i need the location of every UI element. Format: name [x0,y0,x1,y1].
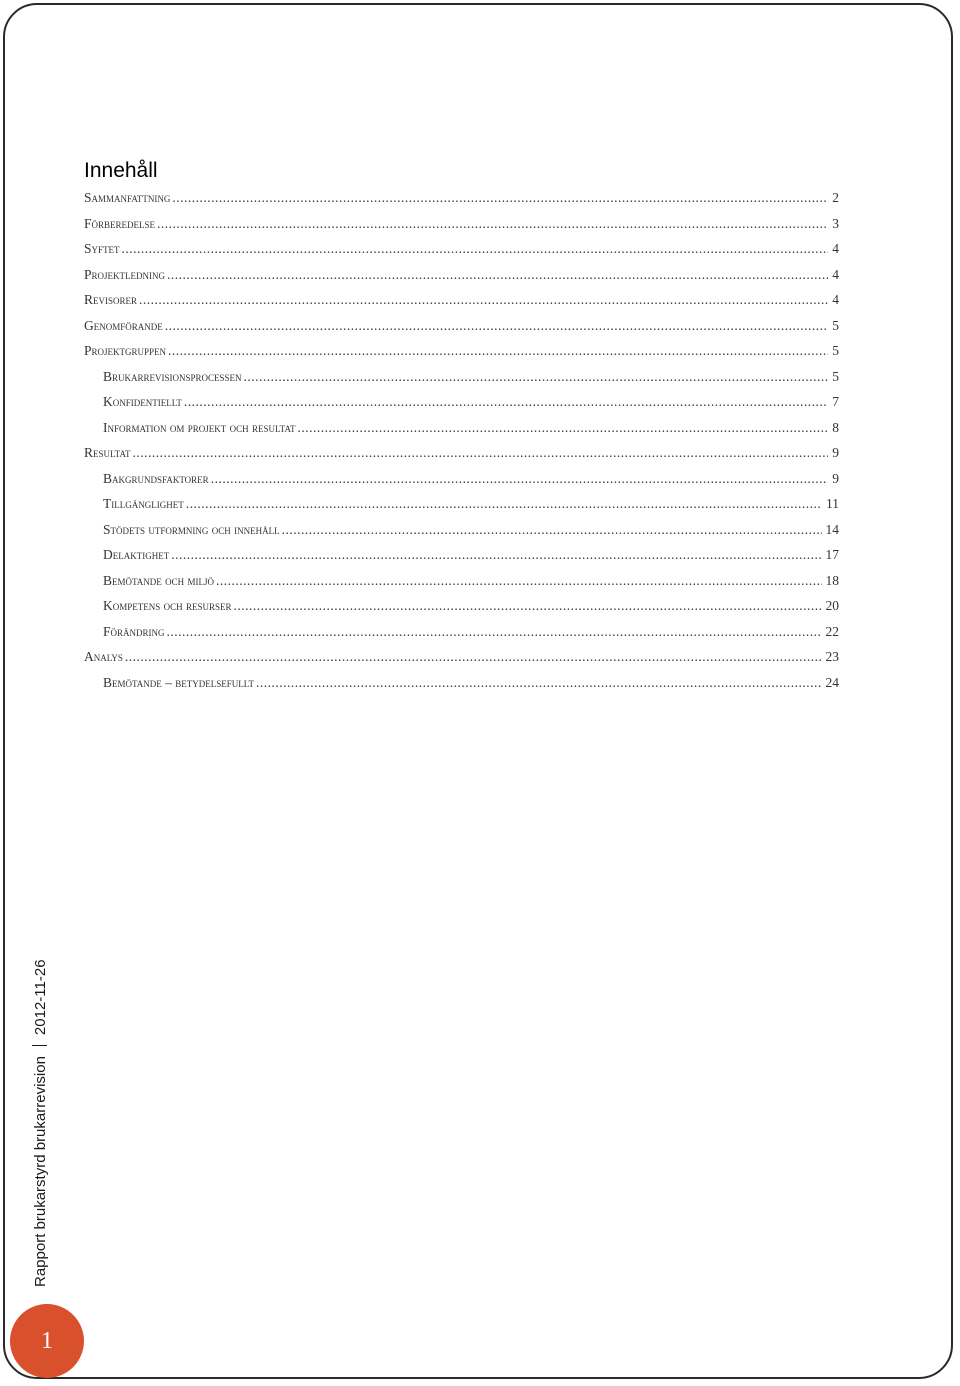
toc-entry[interactable] [84,598,839,624]
toc-dot-leader [157,216,828,232]
toc-entry-page: 14 [825,521,839,537]
toc-dot-leader [234,598,822,614]
toc-heading: Innehåll [84,159,158,182]
toc-entry-label: Brukarrevisionsprocessen [103,368,242,384]
toc-dot-leader [168,343,828,359]
toc-entry-page: 5 [832,317,839,333]
toc-entry-label: Analys [84,649,123,664]
toc-entry-label: Bemötande – betydelsefullt [103,674,254,690]
toc-entry-label: Resultat [84,445,131,460]
toc-entry[interactable] [84,318,839,344]
toc-entry-page: 4 [832,292,839,307]
toc-entry-label: Delaktighet [103,547,170,562]
toc-entry-page: 18 [825,572,839,588]
toc-entry-label: Kompetens och resurser [103,598,232,613]
toc-dot-leader [167,624,822,640]
toc-dot-leader [282,522,822,538]
toc-entry[interactable] [84,445,839,471]
toc-entry-page: 7 [832,394,839,409]
toc-dot-leader [171,547,821,563]
toc-entry-label: Bemötande och miljö [103,572,215,588]
toc-entry-page: 8 [832,419,839,435]
toc-dot-leader [172,190,828,206]
toc-entry[interactable] [84,649,839,675]
toc-entry-page: 17 [825,547,839,562]
toc-entry-label: Stödets utformning och innehåll [103,521,280,537]
toc-entry-label: Genomförande [84,317,163,333]
toc-entry[interactable] [84,241,839,267]
toc-entry-page: 20 [825,598,839,613]
toc-entry[interactable] [84,190,839,216]
toc-entry-label: Revisorer [84,292,138,307]
toc-dot-leader [132,445,828,461]
toc-dot-leader [211,471,829,487]
toc-dot-leader [167,267,828,283]
toc-entry-label: Förberedelse [84,215,156,231]
toc-entry[interactable] [84,624,839,650]
report-title: Rapport brukarstyrd brukarrevision [32,1056,49,1287]
toc-dot-leader [139,292,828,308]
toc-dot-leader [216,573,821,589]
toc-entry[interactable] [84,216,839,242]
toc-entry-label: Projektgruppen [84,343,167,358]
toc-dot-leader [125,649,822,665]
toc-entry-label: Tillgänglighet [103,496,184,511]
toc-entry-page: 24 [825,674,839,690]
page-number: 1 [41,1327,53,1354]
toc-entry[interactable] [84,420,839,446]
toc-entry-page: 4 [832,241,839,256]
toc-entry[interactable] [84,343,839,369]
toc-entry-label: Sammanfattning [84,190,171,205]
toc-entry[interactable] [84,267,839,293]
toc-entry-page: 3 [832,215,839,231]
toc-entry[interactable] [84,471,839,497]
toc-entry-label: Information om projekt och resultat [103,419,296,435]
side-footer [27,959,55,1287]
toc-entry[interactable] [84,394,839,420]
toc-entry-label: Konfidentiellt [103,394,182,409]
toc-entry-page: 9 [832,445,839,460]
footer-separator [32,1045,47,1046]
toc-dot-leader [256,675,822,691]
toc-entry[interactable] [84,292,839,318]
toc-entry[interactable] [84,573,839,599]
toc-entry-page: 4 [832,266,839,282]
toc-dot-leader [184,394,828,410]
toc-entry-label: Bakgrundsfaktorer [103,470,209,486]
toc-entry[interactable] [84,496,839,522]
toc-entry-page: 11 [826,496,839,511]
toc-entry[interactable] [84,522,839,548]
toc-dot-leader [122,241,829,257]
page-number-badge [10,1304,84,1378]
report-date: 2012-11-26 [32,959,49,1036]
toc-entry-page: 23 [825,649,839,664]
toc-dot-leader [165,318,828,334]
toc-dot-leader [244,369,829,385]
toc-entry[interactable] [84,675,839,701]
table-of-contents [84,190,839,700]
toc-entry-page: 5 [832,343,839,358]
toc-entry-page: 9 [832,470,839,486]
toc-entry-page: 2 [832,190,839,205]
toc-entry[interactable] [84,547,839,573]
toc-dot-leader [186,496,822,512]
toc-entry-page: 5 [832,368,839,384]
toc-dot-leader [297,420,828,436]
toc-entry[interactable] [84,369,839,395]
toc-entry-label: Projektledning [84,266,165,282]
toc-entry-page: 22 [825,623,839,639]
toc-entry-label: Syftet [84,241,120,256]
toc-entry-label: Förändring [103,623,165,639]
